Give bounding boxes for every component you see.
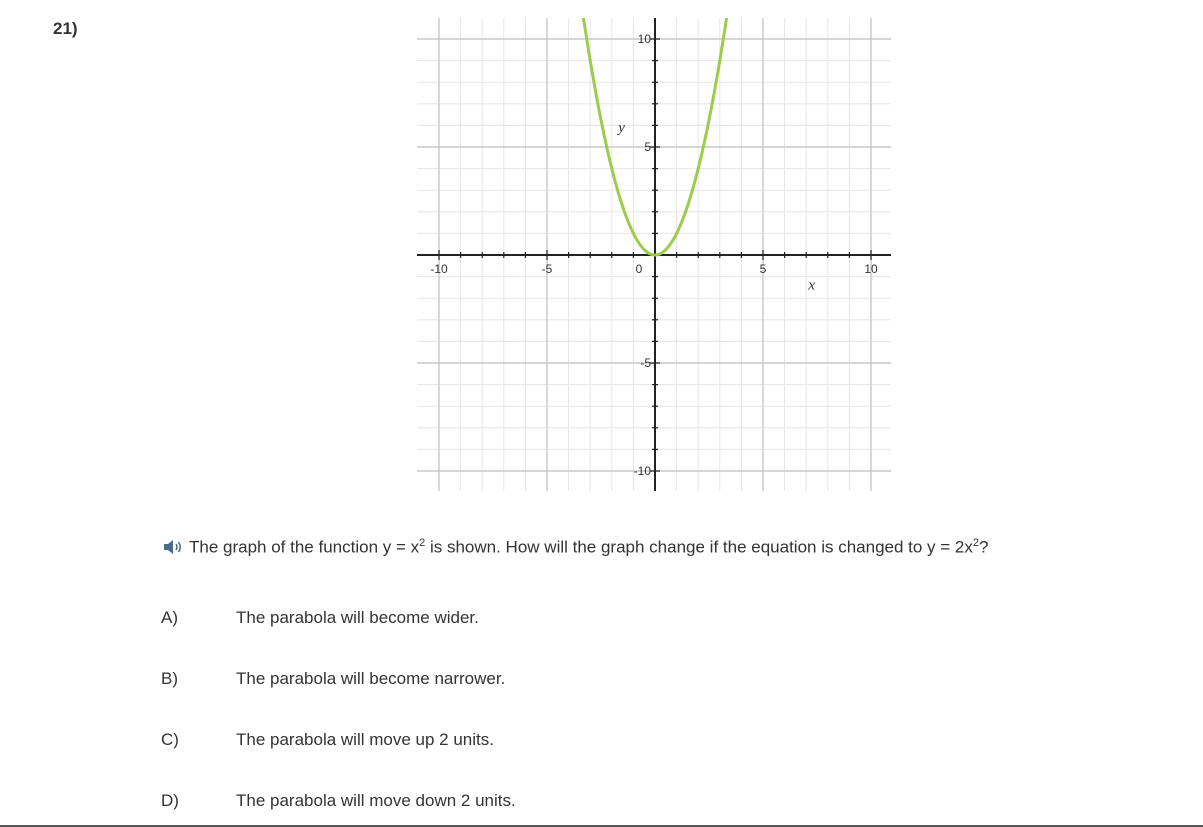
choice-d[interactable] (161, 791, 516, 811)
y-tick-label: 5 (644, 140, 651, 154)
question-prefix: The graph of the function y = x (189, 537, 420, 557)
choice-a[interactable] (161, 608, 479, 628)
choice-c[interactable] (161, 730, 494, 750)
choice-letter: A) (161, 608, 178, 627)
choice-letter: B) (161, 669, 178, 688)
x-tick-label: 10 (864, 262, 878, 276)
x-tick-label: -10 (430, 262, 448, 276)
choice-text: The parabola will become wider. (236, 608, 479, 627)
speaker-icon[interactable] (163, 539, 185, 560)
question-middle: is shown. How will the graph change if the equation is changed to y = 2x (425, 537, 973, 557)
question-text (163, 537, 988, 560)
x-tick-label: 5 (759, 262, 767, 276)
choice-text: The parabola will move up 2 units. (236, 730, 494, 749)
question-number: 21) (53, 19, 78, 38)
y-tick-label: -5 (640, 356, 651, 370)
choice-letter: C) (161, 730, 179, 749)
x-tick-label: 0 (635, 262, 643, 276)
choice-text: The parabola will move down 2 units. (236, 791, 516, 810)
choice-letter: D) (161, 791, 179, 810)
question-suffix: ? (979, 537, 989, 557)
choice-text: The parabola will become narrower. (236, 669, 506, 688)
question-exponent-1: 2 (419, 537, 426, 549)
x-axis-label: x (808, 277, 816, 294)
x-tick-label: -5 (541, 262, 553, 276)
choice-b[interactable] (161, 669, 505, 689)
y-axis-label: y (618, 119, 625, 136)
y-tick-label: 10 (637, 32, 651, 46)
y-tick-label: -10 (633, 464, 651, 478)
question-exponent-2: 2 (972, 537, 980, 549)
